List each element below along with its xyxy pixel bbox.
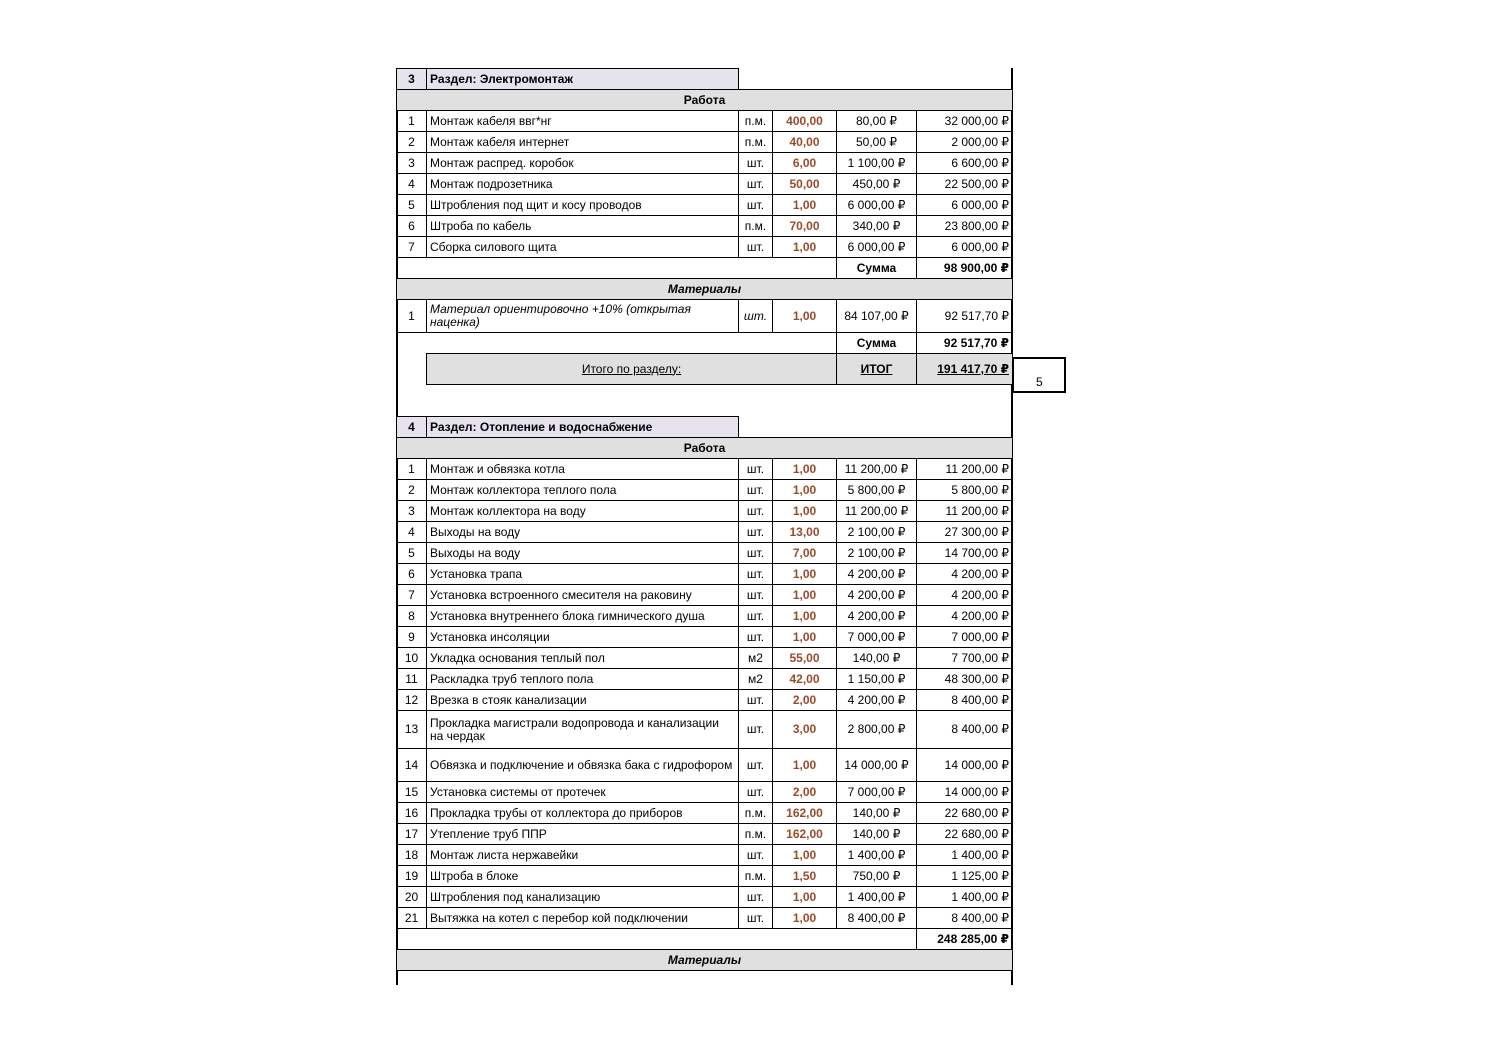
row-sum: 4 200,00 ₽ (917, 606, 1013, 627)
row-name: Установка системы от протечек (427, 782, 739, 803)
row-price: 2 800,00 ₽ (837, 711, 917, 749)
work-row (397, 845, 1013, 866)
work-row (397, 501, 1013, 522)
row-qty: 1,00 (773, 627, 837, 648)
row-qty: 2,00 (773, 690, 837, 711)
row-sum: 8 400,00 ₽ (917, 690, 1013, 711)
row-number: 4 (397, 522, 427, 543)
row-sum: 14 000,00 ₽ (917, 782, 1013, 803)
itog-value: 191 417,70 ₽ (917, 354, 1013, 385)
row-price: 7 000,00 ₽ (837, 627, 917, 648)
row-sum: 14 000,00 ₽ (917, 749, 1013, 782)
materials-band-row (397, 950, 1013, 971)
row-name: Обвязка и подключение и обвязка бака с гидрофором (427, 749, 739, 782)
row-qty: 1,00 (773, 195, 837, 216)
row-price: 11 200,00 ₽ (837, 501, 917, 522)
row-name: Вытяжка на котел с перебор кой подключении (427, 908, 739, 929)
row-price: 2 100,00 ₽ (837, 543, 917, 564)
row-sum: 22 680,00 ₽ (917, 803, 1013, 824)
row-name: Штробления под щит и косу проводов (427, 195, 739, 216)
materials-sum-row (397, 333, 1013, 354)
row-name: Врезка в стояк канализации (427, 690, 739, 711)
row-qty: 6,00 (773, 153, 837, 174)
row-name: Штроба по кабель (427, 216, 739, 237)
row-unit: шт. (739, 237, 773, 258)
row-qty: 7,00 (773, 543, 837, 564)
estimate-table-body (397, 69, 1013, 971)
itog-text: Итого по разделу: (427, 354, 837, 385)
row-sum: 11 200,00 ₽ (917, 501, 1013, 522)
row-unit: шт. (739, 174, 773, 195)
row-price: 450,00 ₽ (837, 174, 917, 195)
row-number: 2 (397, 132, 427, 153)
row-price: 6 000,00 ₽ (837, 195, 917, 216)
row-price: 1 150,00 ₽ (837, 669, 917, 690)
row-name: Утепление труб ППР (427, 824, 739, 845)
row-unit: шт. (739, 153, 773, 174)
row-name: Выходы на воду (427, 522, 739, 543)
row-price: 4 200,00 ₽ (837, 690, 917, 711)
row-number: 7 (397, 237, 427, 258)
row-qty: 1,00 (773, 887, 837, 908)
row-price: 140,00 ₽ (837, 803, 917, 824)
work-row (397, 690, 1013, 711)
row-sum: 23 800,00 ₽ (917, 216, 1013, 237)
work-row (397, 606, 1013, 627)
row-price: 750,00 ₽ (837, 866, 917, 887)
row-unit: шт. (739, 564, 773, 585)
material-row-number: 1 (397, 300, 427, 333)
work-row (397, 111, 1013, 132)
materials-sum-value: 92 517,70 ₽ (917, 333, 1013, 354)
row-name: Штроба в блоке (427, 866, 739, 887)
work-sum-row (397, 929, 1013, 950)
row-qty: 1,00 (773, 606, 837, 627)
row-price: 4 200,00 ₽ (837, 564, 917, 585)
row-qty: 1,00 (773, 237, 837, 258)
row-qty: 400,00 (773, 111, 837, 132)
row-qty: 1,00 (773, 908, 837, 929)
row-unit: п.м. (739, 866, 773, 887)
work-row (397, 824, 1013, 845)
row-number: 1 (397, 459, 427, 480)
spacer-row (397, 385, 1013, 417)
row-name: Укладка основания теплый пол (427, 648, 739, 669)
row-qty: 1,50 (773, 866, 837, 887)
row-sum: 27 300,00 ₽ (917, 522, 1013, 543)
material-row-sum: 92 517,70 ₽ (917, 300, 1013, 333)
row-qty: 162,00 (773, 824, 837, 845)
row-price: 6 000,00 ₽ (837, 237, 917, 258)
section-number: 4 (397, 417, 427, 438)
row-sum: 48 300,00 ₽ (917, 669, 1013, 690)
row-number: 10 (397, 648, 427, 669)
row-name: Монтаж подрозетника (427, 174, 739, 195)
work-band-label: Работа (397, 438, 1013, 459)
work-row (397, 887, 1013, 908)
row-name: Выходы на воду (427, 543, 739, 564)
work-row (397, 153, 1013, 174)
materials-band-label: Материалы (397, 279, 1013, 300)
work-row (397, 648, 1013, 669)
row-unit: п.м. (739, 216, 773, 237)
row-number: 3 (397, 153, 427, 174)
row-qty: 55,00 (773, 648, 837, 669)
row-number: 20 (397, 887, 427, 908)
work-row (397, 782, 1013, 803)
material-row-qty: 1,00 (773, 300, 837, 333)
estimate-sheet (396, 68, 1012, 971)
row-name: Установка встроенного смесителя на раковину (427, 585, 739, 606)
itog-row (397, 354, 1013, 385)
row-qty: 42,00 (773, 669, 837, 690)
row-number: 18 (397, 845, 427, 866)
work-band-row (397, 438, 1013, 459)
row-number: 7 (397, 585, 427, 606)
row-sum: 14 700,00 ₽ (917, 543, 1013, 564)
work-row (397, 459, 1013, 480)
work-band-row (397, 90, 1013, 111)
row-qty: 1,00 (773, 564, 837, 585)
row-qty: 70,00 (773, 216, 837, 237)
row-unit: шт. (739, 480, 773, 501)
row-number: 6 (397, 216, 427, 237)
work-row (397, 522, 1013, 543)
work-sum-value: 248 285,00 ₽ (917, 929, 1013, 950)
row-price: 80,00 ₽ (837, 111, 917, 132)
row-unit: шт. (739, 887, 773, 908)
work-row (397, 195, 1013, 216)
row-price: 14 000,00 ₽ (837, 749, 917, 782)
row-unit: п.м. (739, 803, 773, 824)
work-row (397, 564, 1013, 585)
row-price: 1 400,00 ₽ (837, 887, 917, 908)
row-sum: 7 700,00 ₽ (917, 648, 1013, 669)
row-qty: 3,00 (773, 711, 837, 749)
row-unit: шт. (739, 690, 773, 711)
row-unit: п.м. (739, 132, 773, 153)
row-sum: 5 800,00 ₽ (917, 480, 1013, 501)
row-number: 5 (397, 543, 427, 564)
row-qty: 50,00 (773, 174, 837, 195)
row-name: Прокладка трубы от коллектора до приборов (427, 803, 739, 824)
material-row-unit: шт. (739, 300, 773, 333)
row-price: 140,00 ₽ (837, 824, 917, 845)
row-price: 4 200,00 ₽ (837, 585, 917, 606)
row-price: 1 400,00 ₽ (837, 845, 917, 866)
row-number: 12 (397, 690, 427, 711)
row-sum: 4 200,00 ₽ (917, 564, 1013, 585)
row-number: 5 (397, 195, 427, 216)
page-number: 5 (1036, 375, 1043, 389)
row-name: Сборка силового щита (427, 237, 739, 258)
row-number: 9 (397, 627, 427, 648)
row-price: 1 100,00 ₽ (837, 153, 917, 174)
section-number: 3 (397, 69, 427, 90)
row-name: Монтаж и обвязка котла (427, 459, 739, 480)
work-band-label: Работа (397, 90, 1013, 111)
section-header-row (397, 417, 1013, 438)
row-name: Монтаж коллектора на воду (427, 501, 739, 522)
row-price: 7 000,00 ₽ (837, 782, 917, 803)
row-number: 8 (397, 606, 427, 627)
row-unit: шт. (739, 195, 773, 216)
row-number: 3 (397, 501, 427, 522)
row-name: Монтаж кабеля интернет (427, 132, 739, 153)
materials-band-label: Материалы (397, 950, 1013, 971)
row-qty: 1,00 (773, 459, 837, 480)
row-unit: шт. (739, 501, 773, 522)
row-number: 11 (397, 669, 427, 690)
row-number: 19 (397, 866, 427, 887)
work-row (397, 803, 1013, 824)
row-qty: 1,00 (773, 501, 837, 522)
row-name: Монтаж кабеля ввг*нг (427, 111, 739, 132)
work-row (397, 480, 1013, 501)
row-sum: 22 680,00 ₽ (917, 824, 1013, 845)
row-unit: шт. (739, 908, 773, 929)
work-row (397, 216, 1013, 237)
row-qty: 1,00 (773, 585, 837, 606)
row-price: 140,00 ₽ (837, 648, 917, 669)
row-qty: 1,00 (773, 749, 837, 782)
row-sum: 6 600,00 ₽ (917, 153, 1013, 174)
row-qty: 40,00 (773, 132, 837, 153)
material-row-name: Материал ориентировочно +10% (открытая наценка) (427, 300, 739, 333)
row-name: Монтаж распред. коробок (427, 153, 739, 174)
materials-band-row (397, 279, 1013, 300)
row-price: 340,00 ₽ (837, 216, 917, 237)
row-price: 4 200,00 ₽ (837, 606, 917, 627)
row-price: 50,00 ₽ (837, 132, 917, 153)
row-unit: шт. (739, 711, 773, 749)
section-title: Раздел: Отопление и водоснабжение (427, 417, 739, 438)
row-sum: 1 400,00 ₽ (917, 887, 1013, 908)
row-sum: 8 400,00 ₽ (917, 908, 1013, 929)
row-number: 15 (397, 782, 427, 803)
row-price: 11 200,00 ₽ (837, 459, 917, 480)
row-unit: шт. (739, 606, 773, 627)
row-qty: 1,00 (773, 480, 837, 501)
row-unit: шт. (739, 585, 773, 606)
row-number: 4 (397, 174, 427, 195)
material-row (397, 300, 1013, 333)
row-name: Прокладка магистрали водопровода и канализации на чердак (427, 711, 739, 749)
page-number-box (1012, 357, 1066, 393)
row-qty: 2,00 (773, 782, 837, 803)
row-unit: шт. (739, 543, 773, 564)
row-price: 2 100,00 ₽ (837, 522, 917, 543)
row-sum: 1 400,00 ₽ (917, 845, 1013, 866)
row-sum: 1 125,00 ₽ (917, 866, 1013, 887)
material-row-price: 84 107,00 ₽ (837, 300, 917, 333)
row-sum: 8 400,00 ₽ (917, 711, 1013, 749)
itog-label: ИТОГ (837, 354, 917, 385)
row-unit: шт. (739, 627, 773, 648)
row-sum: 11 200,00 ₽ (917, 459, 1013, 480)
row-qty: 162,00 (773, 803, 837, 824)
row-name: Установка внутреннего блока гимнического душа (427, 606, 739, 627)
row-sum: 32 000,00 ₽ (917, 111, 1013, 132)
row-sum: 22 500,00 ₽ (917, 174, 1013, 195)
work-row (397, 174, 1013, 195)
row-name: Монтаж коллектора теплого пола (427, 480, 739, 501)
work-row (397, 711, 1013, 749)
row-number: 6 (397, 564, 427, 585)
row-sum: 2 000,00 ₽ (917, 132, 1013, 153)
row-sum: 4 200,00 ₽ (917, 585, 1013, 606)
work-sum-label: Сумма (837, 258, 917, 279)
work-row (397, 543, 1013, 564)
row-price: 8 400,00 ₽ (837, 908, 917, 929)
row-name: Установка трапа (427, 564, 739, 585)
work-row (397, 669, 1013, 690)
row-unit: шт. (739, 459, 773, 480)
work-row (397, 132, 1013, 153)
row-number: 2 (397, 480, 427, 501)
work-row (397, 237, 1013, 258)
row-sum: 6 000,00 ₽ (917, 195, 1013, 216)
row-unit: п.м. (739, 824, 773, 845)
row-number: 21 (397, 908, 427, 929)
row-name: Монтаж листа нержавейки (427, 845, 739, 866)
row-name: Штробления под канализацию (427, 887, 739, 908)
row-qty: 1,00 (773, 845, 837, 866)
work-row (397, 585, 1013, 606)
row-sum: 7 000,00 ₽ (917, 627, 1013, 648)
materials-sum-label: Сумма (837, 333, 917, 354)
row-number: 13 (397, 711, 427, 749)
row-sum: 6 000,00 ₽ (917, 237, 1013, 258)
row-unit: м2 (739, 648, 773, 669)
row-qty: 13,00 (773, 522, 837, 543)
row-unit: шт. (739, 749, 773, 782)
work-row (397, 866, 1013, 887)
section-title: Раздел: Электромонтаж (427, 69, 739, 90)
estimate-table (396, 68, 1013, 971)
row-name: Установка инсоляции (427, 627, 739, 648)
work-row (397, 908, 1013, 929)
row-number: 17 (397, 824, 427, 845)
work-row (397, 749, 1013, 782)
work-sum-value: 98 900,00 ₽ (917, 258, 1013, 279)
row-number: 16 (397, 803, 427, 824)
work-sum-row (397, 258, 1013, 279)
row-unit: м2 (739, 669, 773, 690)
row-name: Раскладка труб теплого пола (427, 669, 739, 690)
row-number: 1 (397, 111, 427, 132)
work-row (397, 627, 1013, 648)
section-header-row (397, 69, 1013, 90)
row-unit: шт. (739, 845, 773, 866)
row-number: 14 (397, 749, 427, 782)
row-unit: шт. (739, 782, 773, 803)
row-unit: шт. (739, 522, 773, 543)
row-price: 5 800,00 ₽ (837, 480, 917, 501)
row-unit: п.м. (739, 111, 773, 132)
